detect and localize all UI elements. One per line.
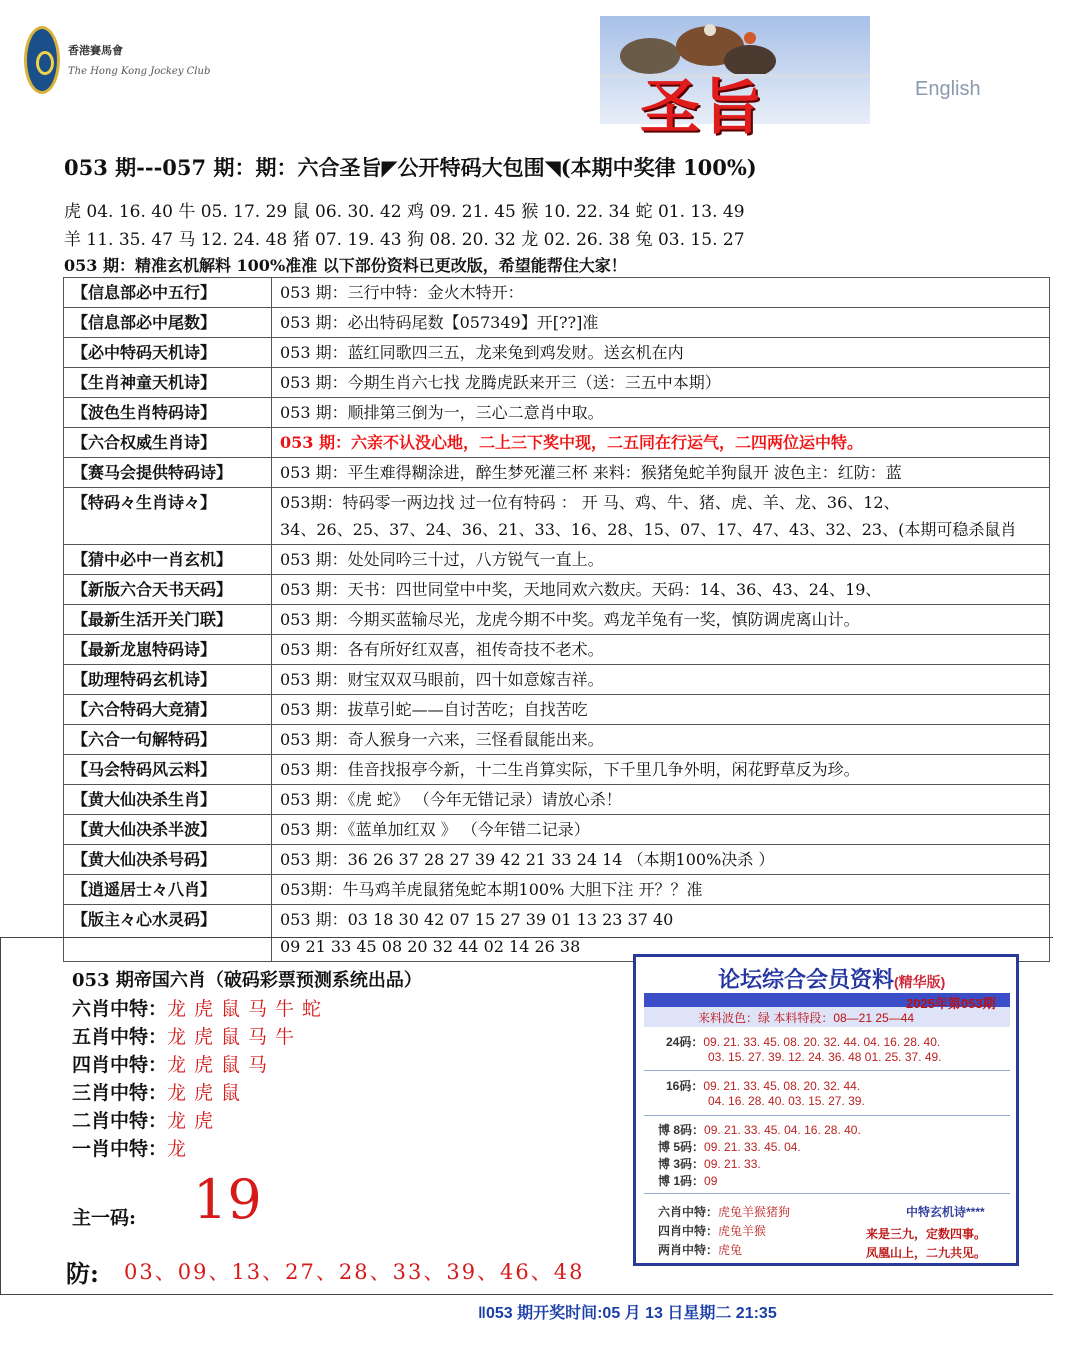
row-value-line: 09 21 33 45 08 20 32 44 02 14 26 38 — [280, 937, 581, 956]
zodiac-numbers-line-1: 虎 04. 16. 40 牛 05. 17. 29 鼠 06. 30. 42 鸡 09. 21. 45 猴 10. 22. 34 蛇 01. 13. 49 — [64, 202, 745, 222]
defense-label: 防: — [66, 1259, 99, 1288]
six-xiao-row: 三肖中特：龙虎鼠 — [72, 1082, 249, 1104]
main-code-label: 主一码: — [72, 1207, 137, 1229]
table-row — [64, 815, 1050, 845]
row-value-line: 053 期：拔草引蛇——自讨苦吃；自找苦吃 — [280, 700, 588, 719]
table-row — [64, 338, 1050, 368]
six-xiao-row: 四肖中特：龙虎鼠马 — [72, 1054, 276, 1076]
row-value — [272, 725, 1050, 755]
table-row — [64, 458, 1050, 488]
zodiac-numbers-line-2: 羊 11. 35. 47 马 12. 24. 48 猪 07. 19. 43 狗 08. 20. 32 龙 02. 26. 38 兔 03. 15. 27 — [64, 230, 745, 250]
row-value-line: 053期：牛马鸡羊虎鼠猪兔蛇本期100% 大胆下注 开？？准 — [280, 880, 703, 899]
table-row — [64, 278, 1050, 308]
row-value — [272, 545, 1050, 575]
card-poem-line: 来是三九，定数四事。 — [866, 1227, 987, 1241]
main-code-value: 19 — [193, 1168, 262, 1231]
row-value — [272, 368, 1050, 398]
row-value-line: 053 期：蓝红同歌四三五，龙来兔到鸡发财。送玄机在内 — [280, 343, 684, 362]
row-value-line: 053 期：必出特码尾数【057349】开[??]准 — [280, 313, 599, 332]
notice-line: 053 期：精准玄机解料 100%准准 以下部份资料已更改版，希望能帮住大家！ — [64, 256, 627, 275]
row-value — [272, 875, 1050, 905]
row-value — [272, 635, 1050, 665]
row-label: 【逍遥居士々八肖】 — [64, 875, 272, 905]
card-line: 博 1码：09 — [658, 1174, 718, 1188]
table-row — [64, 308, 1050, 338]
card-divider — [644, 1193, 1010, 1194]
row-value-line: 053 期：六亲不认没心地，二上三下奖中现，二五同在行运气，二四两位运中特。 — [280, 433, 863, 452]
card-line: 04. 16. 28. 40. 03. 15. 27. 39. — [708, 1094, 865, 1108]
row-value-line: 053 期：佳音找报亭今新，十二生肖算实际，下千里几争外明，闲花野草反为珍。 — [280, 760, 860, 779]
row-value — [272, 458, 1050, 488]
row-label: 【最新生活开关门联】 — [64, 605, 272, 635]
card-title: 论坛综合会员资料(精华版) — [718, 967, 946, 992]
card-line: 博 3码：09. 21. 33. — [658, 1157, 761, 1171]
six-xiao-title: 053 期帝国六肖（破码彩票预测系统出品） — [72, 970, 422, 991]
table-row — [64, 368, 1050, 398]
row-label: 【助理特码玄机诗】 — [64, 665, 272, 695]
row-value-line: 053 期：《虎 蛇》 （今年无错记录）请放心杀！ — [280, 790, 622, 809]
prediction-table — [63, 277, 1050, 962]
banner-title: 圣旨 — [640, 73, 764, 143]
row-value-line: 053期：特码零一两边找 过一位有特码 ： 开 马、鸡、牛、猪、虎、羊、龙、36、12、 — [280, 493, 900, 512]
row-value — [272, 785, 1050, 815]
row-label: 【新版六合天书天码】 — [64, 575, 272, 605]
row-value-line: 053 期：三行中特：金火木特开： — [280, 283, 524, 302]
row-label: 【最新龙崽特码诗】 — [64, 635, 272, 665]
card-issue: 2025年第053期 — [906, 996, 996, 1011]
page-title: 053 期---057 期：期：六合圣旨◤公开特码大包围◥(本期中奖律 100%) — [64, 155, 757, 180]
row-value-line: 053 期：财宝双双马眼前，四十如意嫁吉祥。 — [280, 670, 604, 689]
table-row — [64, 665, 1050, 695]
row-value-line: 053 期：03 18 30 42 07 15 27 39 01 13 23 37 40 — [280, 910, 674, 929]
card-line: 24码：09. 21. 33. 45. 08. 20. 32. 44. 04. 16. 28. 40. — [666, 1035, 941, 1049]
row-value — [272, 815, 1050, 845]
table-row — [64, 785, 1050, 815]
row-value — [272, 605, 1050, 635]
logo-chinese-name: 香港賽馬會 — [68, 44, 123, 57]
row-label: 【黄大仙决杀半波】 — [64, 815, 272, 845]
table-row — [64, 695, 1050, 725]
row-label: 【特码々生肖诗々】 — [64, 488, 272, 545]
table-row — [64, 755, 1050, 785]
card-subtitle: 来料波色：绿 本料特段：08—21 25—44 — [698, 1011, 915, 1025]
row-value — [272, 665, 1050, 695]
card-bottom-line: 六肖中特：虎兔羊猴猪狗 — [658, 1205, 791, 1219]
card-bottom-line: 四肖中特：虎兔羊猴 — [658, 1224, 767, 1238]
table-row — [64, 875, 1050, 905]
row-label: 【信息部必中五行】 — [64, 278, 272, 308]
row-value-line: 053 期：奇人猴身一六来，三怪看鼠能出来。 — [280, 730, 604, 749]
row-value — [272, 278, 1050, 308]
row-label: 【六合特码大竞猜】 — [64, 695, 272, 725]
row-label: 【版主々心水灵码】 — [64, 905, 272, 962]
row-value-line: 053 期：平生难得糊涂进，醉生梦死灌三杯 来料：猴猪兔蛇羊狗鼠开 波色主：红防：蓝 — [280, 463, 902, 482]
card-divider — [644, 1070, 1010, 1071]
table-row — [64, 635, 1050, 665]
row-value — [272, 338, 1050, 368]
row-value-line: 053 期：各有所好红双喜，祖传奇技不老术。 — [280, 640, 604, 659]
defense-numbers: 03、09、13、27、28、33、39、46、48 — [124, 1260, 585, 1284]
row-value-line: 053 期：今期生肖六七找 龙腾虎跃来开三（送：三五中本期） — [280, 373, 721, 392]
row-label: 【马会特码风云料】 — [64, 755, 272, 785]
row-value — [272, 845, 1050, 875]
card-poem-title: 中特玄机诗**** — [906, 1205, 985, 1219]
table-row — [64, 545, 1050, 575]
english-link[interactable]: English — [915, 78, 981, 100]
member-info-card — [633, 954, 1019, 1266]
row-label: 【黄大仙决杀生肖】 — [64, 785, 272, 815]
row-label: 【赛马会提供特码诗】 — [64, 458, 272, 488]
table-row — [64, 398, 1050, 428]
row-label: 【必中特码天机诗】 — [64, 338, 272, 368]
row-value-line: 053 期：处处同吟三十过，八方锐气一直上。 — [280, 550, 604, 569]
row-value — [272, 428, 1050, 458]
row-value-line: 053 期：今期买蓝输尽光，龙虎今期不中奖。鸡龙羊兔有一奖，慎防调虎离山计。 — [280, 610, 860, 629]
row-value — [272, 755, 1050, 785]
table-row — [64, 605, 1050, 635]
row-value — [272, 575, 1050, 605]
six-xiao-row: 二肖中特：龙虎 — [72, 1110, 222, 1132]
table-row — [64, 428, 1050, 458]
row-value-line: 34、26、25、37、24、36、21、33、16、28、15、07、17、47、43、32、23、(本期可稳杀鼠肖 — [280, 520, 1017, 539]
row-label: 【猜中必中一肖玄机】 — [64, 545, 272, 575]
table-row — [64, 488, 1050, 545]
card-line: 16码：09. 21. 33. 45. 08. 20. 32. 44. — [666, 1079, 861, 1093]
six-xiao-row: 五肖中特：龙虎鼠马牛 — [72, 1026, 303, 1048]
six-xiao-row: 一肖中特：龙 — [72, 1138, 195, 1160]
card-divider — [644, 1115, 1010, 1116]
row-value-line: 053 期：《蓝单加红双 》 （今年错二记录） — [280, 820, 590, 839]
row-value — [272, 488, 1050, 545]
row-label: 【六合一句解特码】 — [64, 725, 272, 755]
draw-time-footer: ‖053 期开奖时间:05 月 13 日星期二 21:35 — [478, 1305, 777, 1322]
row-label: 【信息部必中尾数】 — [64, 308, 272, 338]
row-value-line: 053 期：顺排第三倒为一，三心二意肖中取。 — [280, 403, 604, 422]
card-poem-line: 凤凰山上，二九共见。 — [866, 1246, 987, 1260]
six-xiao-row: 六肖中特：龙虎鼠马牛蛇 — [72, 998, 330, 1020]
table-row — [64, 575, 1050, 605]
row-value — [272, 695, 1050, 725]
table-row — [64, 845, 1050, 875]
row-label: 【生肖神童天机诗】 — [64, 368, 272, 398]
row-label: 【波色生肖特码诗】 — [64, 398, 272, 428]
card-line: 博 5码：09. 21. 33. 45. 04. — [658, 1140, 801, 1154]
row-value-line: 053 期：36 26 37 28 27 39 42 21 33 24 14 （本期100%决杀 ） — [280, 850, 775, 869]
table-row — [64, 725, 1050, 755]
row-value-line: 053 期：天书：四世同堂中中奖，天地同欢六数庆。天码：14、36、43、24、19、 — [280, 580, 882, 599]
jockey-club-logo-icon — [24, 26, 60, 94]
card-line: 03. 15. 27. 39. 12. 24. 36. 48 01. 25. 37. 49. — [708, 1050, 942, 1064]
row-label: 【黄大仙决杀号码】 — [64, 845, 272, 875]
row-value — [272, 308, 1050, 338]
card-bottom-line: 两肖中特：虎兔 — [658, 1243, 743, 1257]
row-label: 【六合权威生肖诗】 — [64, 428, 272, 458]
logo-english-name: The Hong Kong Jockey Club — [68, 66, 211, 77]
row-value — [272, 398, 1050, 428]
card-line: 博 8码：09. 21. 33. 45. 04. 16. 28. 40. — [658, 1123, 861, 1137]
